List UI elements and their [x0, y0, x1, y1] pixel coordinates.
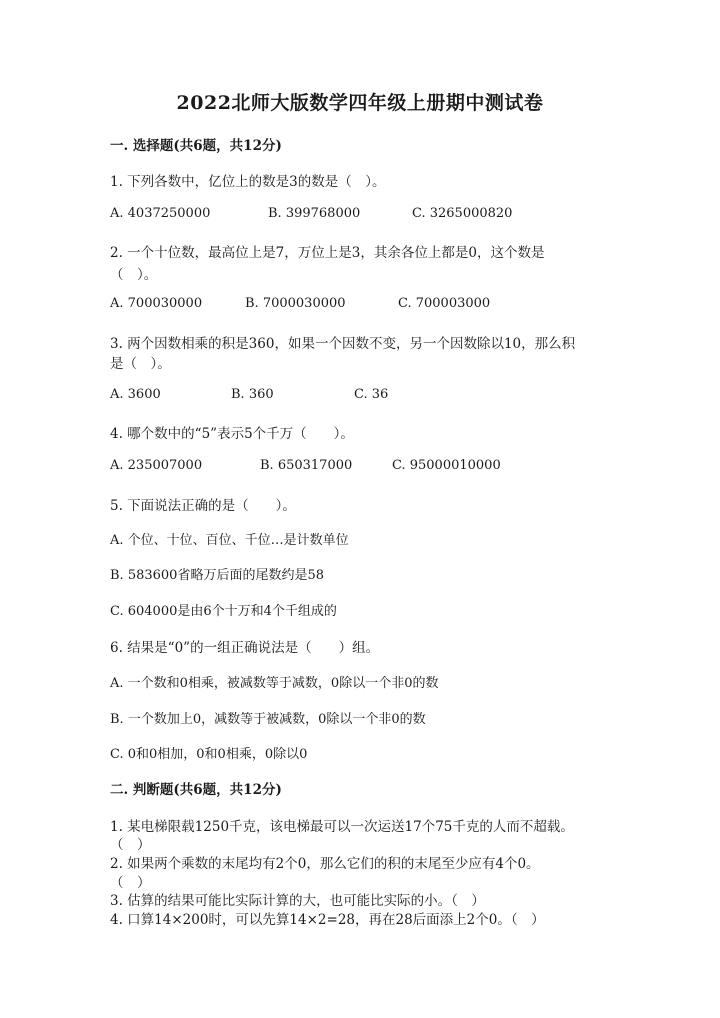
- question-1-option-b: B. 399768000: [268, 206, 361, 221]
- judgment-3: 3. 估算的结果可能比实际计算的大，也可能比实际的小。（ ）: [110, 893, 485, 909]
- judgment-2: 2. 如果两个乘数的末尾均有2个0，那么它们的积的末尾至少应有4个0。: [110, 856, 540, 872]
- question-2-option-b: B. 7000030000: [245, 296, 346, 311]
- judgment-1-continued: （ ）: [110, 837, 151, 853]
- question-3-option-a: A. 3600: [110, 387, 161, 402]
- question-1-option-a: A. 4037250000: [110, 206, 211, 221]
- question-3-continued: 是（ ）。: [110, 356, 171, 372]
- judgment-2-continued: （ ）: [110, 875, 151, 891]
- question-1: 1. 下列各数中，亿位上的数是3的数是（ ）。: [110, 174, 386, 190]
- question-6-option-a: A. 一个数和0相乘，被减数等于减数，0除以一个非0的数: [110, 676, 439, 691]
- question-3: 3. 两个因数相乘的积是360，如果一个因数不变，另一个因数除以10，那么积: [110, 336, 576, 352]
- question-1-option-c: C. 3265000820: [412, 206, 513, 221]
- section-heading-judgment: 二. 判断题(共6题，共12分): [110, 782, 282, 798]
- question-2-continued: （ ）。: [110, 267, 158, 283]
- question-5-option-b: B. 583600省略万后面的尾数约是58: [110, 568, 324, 583]
- question-4: 4. 哪个数中的“5”表示5个千万（ ）。: [110, 426, 354, 442]
- question-5-option-c: C. 604000是由6个十万和4个千组成的: [110, 604, 337, 619]
- question-5: 5. 下面说法正确的是（ ）。: [110, 498, 296, 514]
- judgment-1: 1. 某电梯限载1250千克，该电梯最可以一次运送17个75千克的人而不超载。: [110, 819, 574, 835]
- question-6: 6. 结果是“0”的一组正确说法是（ ）组。: [110, 640, 380, 656]
- question-6-option-c: C. 0和0相加，0和0相乘，0除以0: [110, 747, 308, 762]
- question-4-option-c: C. 95000010000: [392, 458, 501, 473]
- question-4-option-b: B. 650317000: [260, 458, 353, 473]
- question-3-option-c: C. 36: [354, 387, 389, 402]
- question-2: 2. 一个十位数，最高位上是7，万位上是3，其余各位上都是0，这个数是: [110, 245, 545, 261]
- question-2-option-a: A. 700030000: [110, 296, 203, 311]
- page-title: 2022北师大版数学四年级上册期中测试卷: [176, 92, 544, 114]
- question-6-option-b: B. 一个数加上0，减数等于被减数，0除以一个非0的数: [110, 712, 426, 727]
- question-2-option-c: C. 700003000: [398, 296, 491, 311]
- section-heading-choice: 一. 选择题(共6题，共12分): [110, 138, 282, 154]
- judgment-4: 4. 口算14×200时，可以先算14×2=28，再在28后面添上2个0。（ ）: [110, 912, 545, 928]
- question-4-option-a: A. 235007000: [110, 458, 203, 473]
- question-5-option-a: A. 个位、十位、百位、千位…是计数单位: [110, 533, 349, 548]
- question-3-option-b: B. 360: [231, 387, 274, 402]
